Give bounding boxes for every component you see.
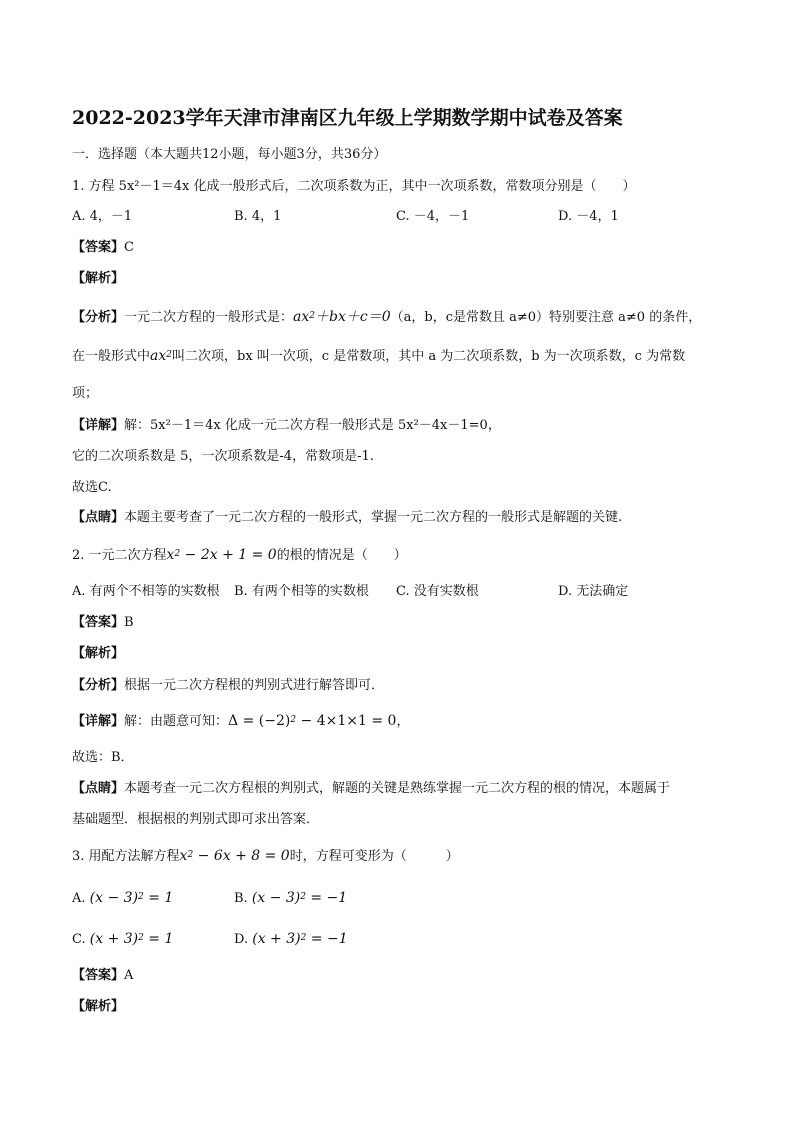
- general-form-formula: [293, 309, 391, 325]
- formula-sup: 2: [187, 850, 194, 860]
- formula-sup: 2: [300, 933, 307, 943]
- fenxi-text: 一元二次方程的一般形式是：: [124, 310, 294, 325]
- quadratic-term-formula: [150, 348, 172, 364]
- q3-analysis-tag: 【解析】: [72, 999, 125, 1014]
- q2-equation: [167, 547, 277, 563]
- formula-part: Δ = (−2): [228, 713, 291, 729]
- answer-tag: 【答案】: [72, 968, 125, 983]
- formula-sup: 2: [300, 892, 306, 902]
- fenxi-tag: 【分析】: [72, 678, 125, 693]
- q2-stem: [72, 546, 732, 565]
- q1-option-b: B. 4，1: [234, 209, 282, 224]
- q3-option-a: [72, 889, 173, 908]
- q2-option-d: D. 无法确定: [558, 584, 629, 599]
- page-title: 2022-2023学年天津市津南区九年级上学期数学期中试卷及答案: [72, 107, 623, 129]
- answer-tag: 【答案】: [72, 240, 125, 255]
- fenxi-text: 在一般形式中: [72, 349, 151, 364]
- dianjing-text: 本题主要考查了一元二次方程的一般形式，掌握一元二次方程的一般形式是解题的关键.: [124, 510, 623, 525]
- fenxi-text: 根据一元二次方程根的判别式进行解答即可．: [124, 678, 385, 693]
- q2-dianjing-line1: [72, 780, 732, 798]
- dianjing-tag: 【点睛】: [72, 510, 125, 525]
- formula-part: x: [166, 547, 175, 563]
- option-formula: [252, 931, 347, 947]
- q1-option-d: D. －4，1: [558, 209, 619, 224]
- formula-part: (x − 3): [89, 890, 139, 906]
- q2-option-a: A. 有两个不相等的实数根: [72, 584, 220, 599]
- q2-xuan: 故选：B．: [72, 750, 134, 765]
- discriminant-formula: [228, 713, 396, 729]
- fenxi-tag: 【分析】: [72, 310, 125, 325]
- xiangjie-tag: 【详解】: [72, 418, 125, 433]
- xiangjie-text: ，: [396, 714, 410, 729]
- q2-xiangjie: [72, 712, 732, 731]
- q2-option-c: C. 没有实数根: [396, 584, 479, 599]
- q2-fenxi: [72, 677, 732, 695]
- option-label: D.: [234, 932, 249, 947]
- option-label: C.: [72, 932, 86, 947]
- formula-part: = 1: [143, 890, 174, 906]
- formula-part: − 6x + 8 = 0: [193, 848, 290, 864]
- answer-value: A: [124, 968, 134, 983]
- formula-sup: 2: [166, 350, 172, 360]
- q1-answer: [72, 239, 732, 257]
- q1-option-c: C. －4，－1: [396, 209, 470, 224]
- answer-value: C: [124, 240, 134, 255]
- q1-option-a: A. 4，－1: [72, 209, 133, 224]
- q2-dianjing-line2: 基础题型．根据根的判别式即可求出答案．: [72, 812, 320, 827]
- formula-part: ax: [150, 348, 167, 364]
- formula-part: (x − 3): [251, 890, 301, 906]
- q3-stem: [72, 847, 732, 866]
- q2-answer: [72, 614, 732, 632]
- q1-stem: 1. 方程 5x²－1＝4x 化成一般形式后，二次项系数为正，其中一次项系数，常数项分别是（ ）: [72, 179, 636, 194]
- formula-part: = 1: [143, 931, 174, 947]
- formula-part: = −1: [306, 931, 348, 947]
- option-formula: [90, 931, 174, 947]
- formula-part: − 2x + 1 = 0: [180, 547, 277, 563]
- formula-part: − 4×1×1 = 0: [296, 713, 397, 729]
- q1-xiangjie-line3: 故选C.: [72, 480, 112, 495]
- option-formula: [90, 890, 174, 906]
- q1-analysis-tag: 【解析】: [72, 271, 125, 286]
- answer-tag: 【答案】: [72, 615, 125, 630]
- q3-option-c: [72, 930, 173, 949]
- q1-xiangjie-line1: [72, 417, 732, 435]
- formula-part: (x + 3): [89, 931, 139, 947]
- section-heading: 一．选择题（本大题共12小题，每小题3分，共36分）: [72, 147, 387, 162]
- formula-part: x: [179, 848, 188, 864]
- q1-fenxi-line1: [72, 308, 732, 327]
- option-label: B.: [234, 891, 248, 906]
- formula-sup: 2: [174, 549, 181, 559]
- q2-analysis-tag: 【解析】: [72, 646, 125, 661]
- fenxi-text: （a，b，c是常数且 a≠0）特别要注意 a≠0 的条件，: [390, 310, 702, 325]
- answer-value: B: [124, 615, 134, 630]
- xiangjie-tag: 【详解】: [72, 714, 125, 729]
- q1-fenxi-line3: 项；: [72, 386, 99, 401]
- q1-fenxi-line2: [72, 347, 732, 366]
- q1-dianjing: [72, 509, 732, 527]
- formula-sup: 2: [138, 933, 144, 943]
- q2-stem-text: 的根的情况是（ ）: [276, 548, 407, 563]
- fenxi-text: 叫二次项，bx 叫一次项，c 是常数项，其中 a 为二次项系数，b 为一次项系数，c 为常数: [172, 349, 686, 364]
- formula-part: = −1: [305, 890, 348, 906]
- option-formula: [252, 890, 347, 906]
- q3-stem-text: 3. 用配方法解方程: [72, 849, 180, 864]
- q3-option-b: [234, 889, 347, 908]
- formula-sup: 2: [138, 892, 144, 902]
- formula-part: ax: [293, 309, 310, 325]
- xiangjie-text: 解：5x²－1＝4x 化成一元二次方程一般形式是 5x²－4x－1=0，: [124, 418, 501, 433]
- q3-option-d: [234, 930, 348, 949]
- dianjing-tag: 【点睛】: [72, 781, 125, 796]
- q3-equation: [180, 848, 290, 864]
- q3-answer: [72, 967, 732, 985]
- q1-xiangjie-line2: 它的二次项系数是 5，一次项系数是-4，常数项是-1.: [72, 449, 374, 464]
- q2-option-b: B. 有两个相等的实数根: [234, 584, 369, 599]
- dianjing-text: 本题考查一元二次方程根的判别式，解题的关键是熟练掌握一元二次方程的根的情况，本题属于: [124, 781, 671, 796]
- q3-stem-text: 时，方程可变形为（ ）: [289, 849, 459, 864]
- q2-stem-text: 2. 一元二次方程: [72, 548, 167, 563]
- formula-sup: 2: [290, 715, 297, 725]
- formula-part: ＋bx＋c＝0: [315, 309, 391, 325]
- formula-sup: 2: [309, 311, 316, 321]
- option-label: A.: [72, 891, 86, 906]
- formula-part: (x + 3): [252, 931, 301, 947]
- xiangjie-text: 解：由题意可知：: [124, 714, 229, 729]
